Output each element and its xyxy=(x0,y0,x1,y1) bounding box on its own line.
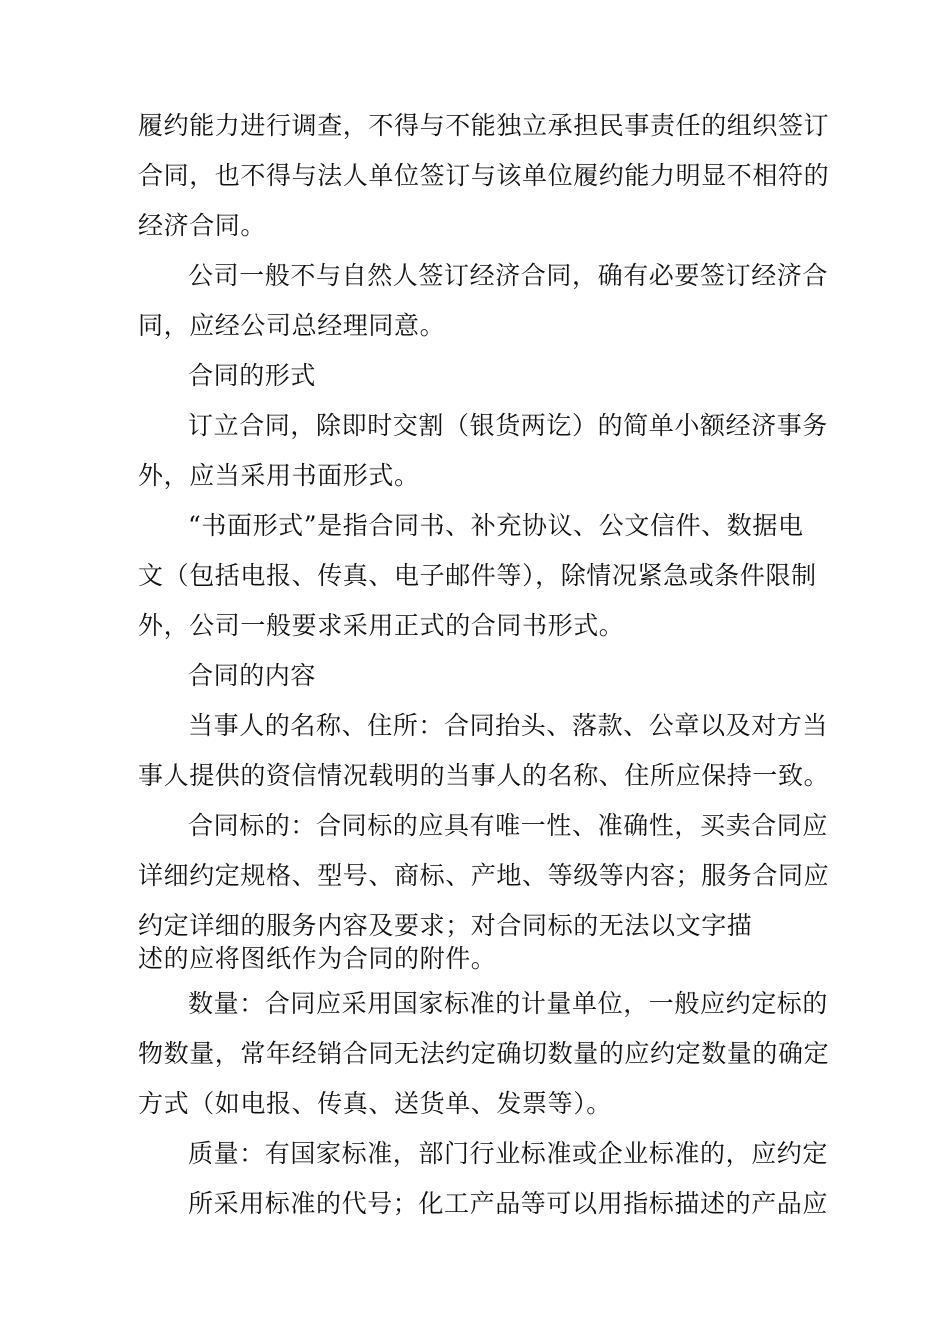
text-line: 数量：合同应采用国家标准的计量单位，一般应约定标的 xyxy=(188,989,829,1018)
text-line: 当事人的名称、住所：合同抬头、落款、公章以及对方当 xyxy=(188,711,829,740)
text-line: 物数量，常年经销合同无法约定确切数量的应约定数量的确定 xyxy=(138,1039,830,1068)
text-line: 方式（如电报、传真、送货单、发票等）。 xyxy=(138,1089,612,1118)
text-line: 同，应经公司总经理同意。 xyxy=(138,311,446,340)
text-line: 所采用标准的代号；化工产品等可以用指标描述的产品应 xyxy=(188,1189,829,1218)
text-line: 公司一般不与自然人签订经济合同，确有必要签订经济合 xyxy=(188,261,829,290)
text-line: 事人提供的资信情况载明的当事人的名称、住所应保持一致。 xyxy=(138,761,830,790)
text-line: 详细约定规格、型号、商标、产地、等级等内容；服务合同应 xyxy=(138,861,830,890)
text-line: 经济合同。 xyxy=(138,211,267,240)
text-line: 合同，也不得与法人单位签订与该单位履约能力明显不相符的 xyxy=(138,161,830,190)
text-line: 履约能力进行调查，不得与不能独立承担民事责任的组织签订 xyxy=(138,111,830,140)
text-line: 文（包括电报、传真、电子邮件等），除情况紧急或条件限制 xyxy=(138,561,817,590)
text-line: “书面形式”是指合同书、补充协议、公文信件、数据电 xyxy=(188,511,804,540)
text-line: 质量：有国家标准，部门行业标准或企业标准的，应约定 xyxy=(188,1139,829,1168)
text-line: 订立合同，除即时交割（银货两讫）的简单小额经济事务 xyxy=(188,411,829,440)
text-line: 外，公司一般要求采用正式的合同书形式。 xyxy=(138,611,625,640)
section-heading: 合同的形式 xyxy=(188,361,317,390)
text-line: 外，应当采用书面形式。 xyxy=(138,461,420,490)
text-line: 约定详细的服务内容及要求；对合同标的无法以文字描 xyxy=(138,911,753,940)
section-heading: 合同的内容 xyxy=(188,661,317,690)
text-line: 述的应将图纸作为合同的附件。 xyxy=(138,944,497,973)
text-line: 合同标的：合同标的应具有唯一性、准确性，买卖合同应 xyxy=(188,811,829,840)
